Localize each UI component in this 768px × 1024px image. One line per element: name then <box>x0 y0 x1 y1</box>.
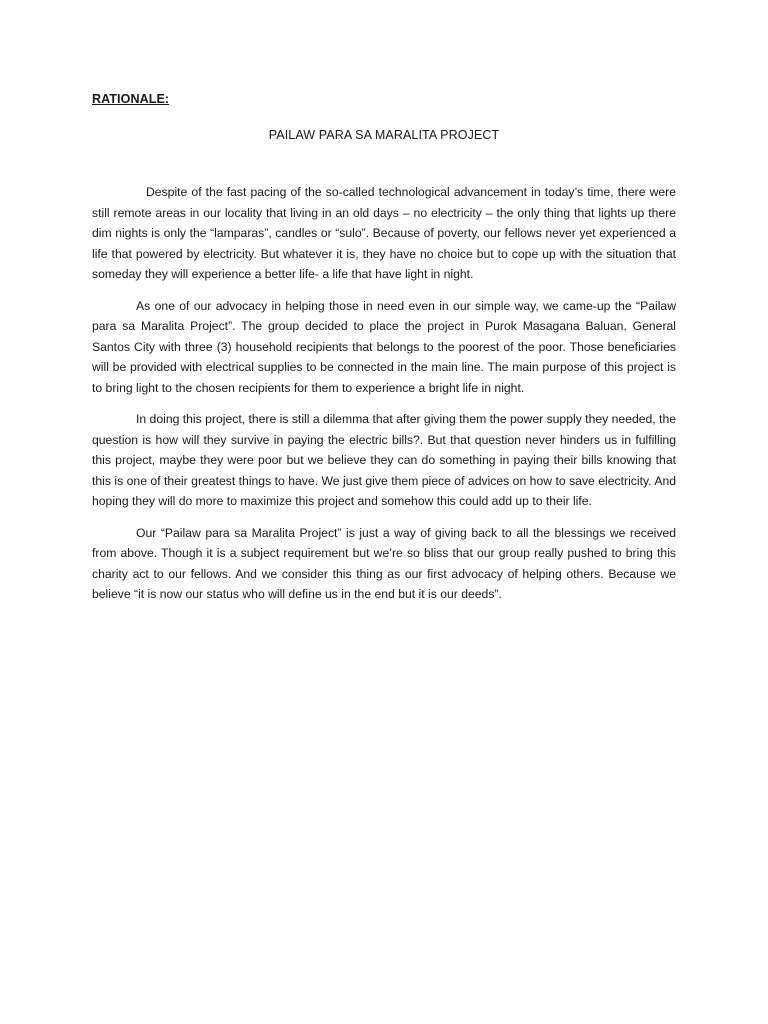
paragraph-3: In doing this project, there is still a dilemma that after giving them the power supply they needed, the question is how will they survive in paying the electric bills?. But that question never hinders us in fulfilling this project, maybe they were poor but we believe they can do something in paying their bills knowing that this is one of their greatest things to have. We just give them piece of advices on how to save electricity. And hoping they will do more to maximize this project and somehow this could add up to their life. <box>92 412 676 508</box>
paragraph-1: Despite of the fast pacing of the so-called technological advancement in today’s time, there were still remote areas in our locality that living in an old days – no electricity – the only thing that lights up there dim nights is only the “lamparas”, candles or “sulo”. Because of poverty, our fellows never yet experienced a life that powered by electricity. But whatever it is, they have no choice but to cope up with the situation that someday they will experience a better life- a life that have light in night. <box>92 185 676 281</box>
paragraph-2: As one of our advocacy in helping those in need even in our simple way, we came-up the “Pailaw para sa Maralita Project”. The group decided to place the project in Purok Masagana Baluan, General Santos City with three (3) household recipients that belongs to the poorest of the poor. Those beneficiaries will be provided with electrical supplies to be connected in the main line. The main purpose of this project is to bring light to the chosen recipients for them to experience a bright life in night. <box>92 298 676 395</box>
paragraph-4: Our “Pailaw para sa Maralita Project” is just a way of giving back to all the blessings we received from above. Though it is a subject requirement but we’re so bliss that our group really pushed to bring this charity act to our fellows. And we consider this thing as our first advocacy of helping others. Because we believe “it is now our status who will define us in the end but it is our deeds”. <box>92 525 676 601</box>
section-heading: RATIONALE: <box>92 92 170 106</box>
project-title: PAILAW PARA SA MARALITA PROJECT <box>268 128 500 142</box>
